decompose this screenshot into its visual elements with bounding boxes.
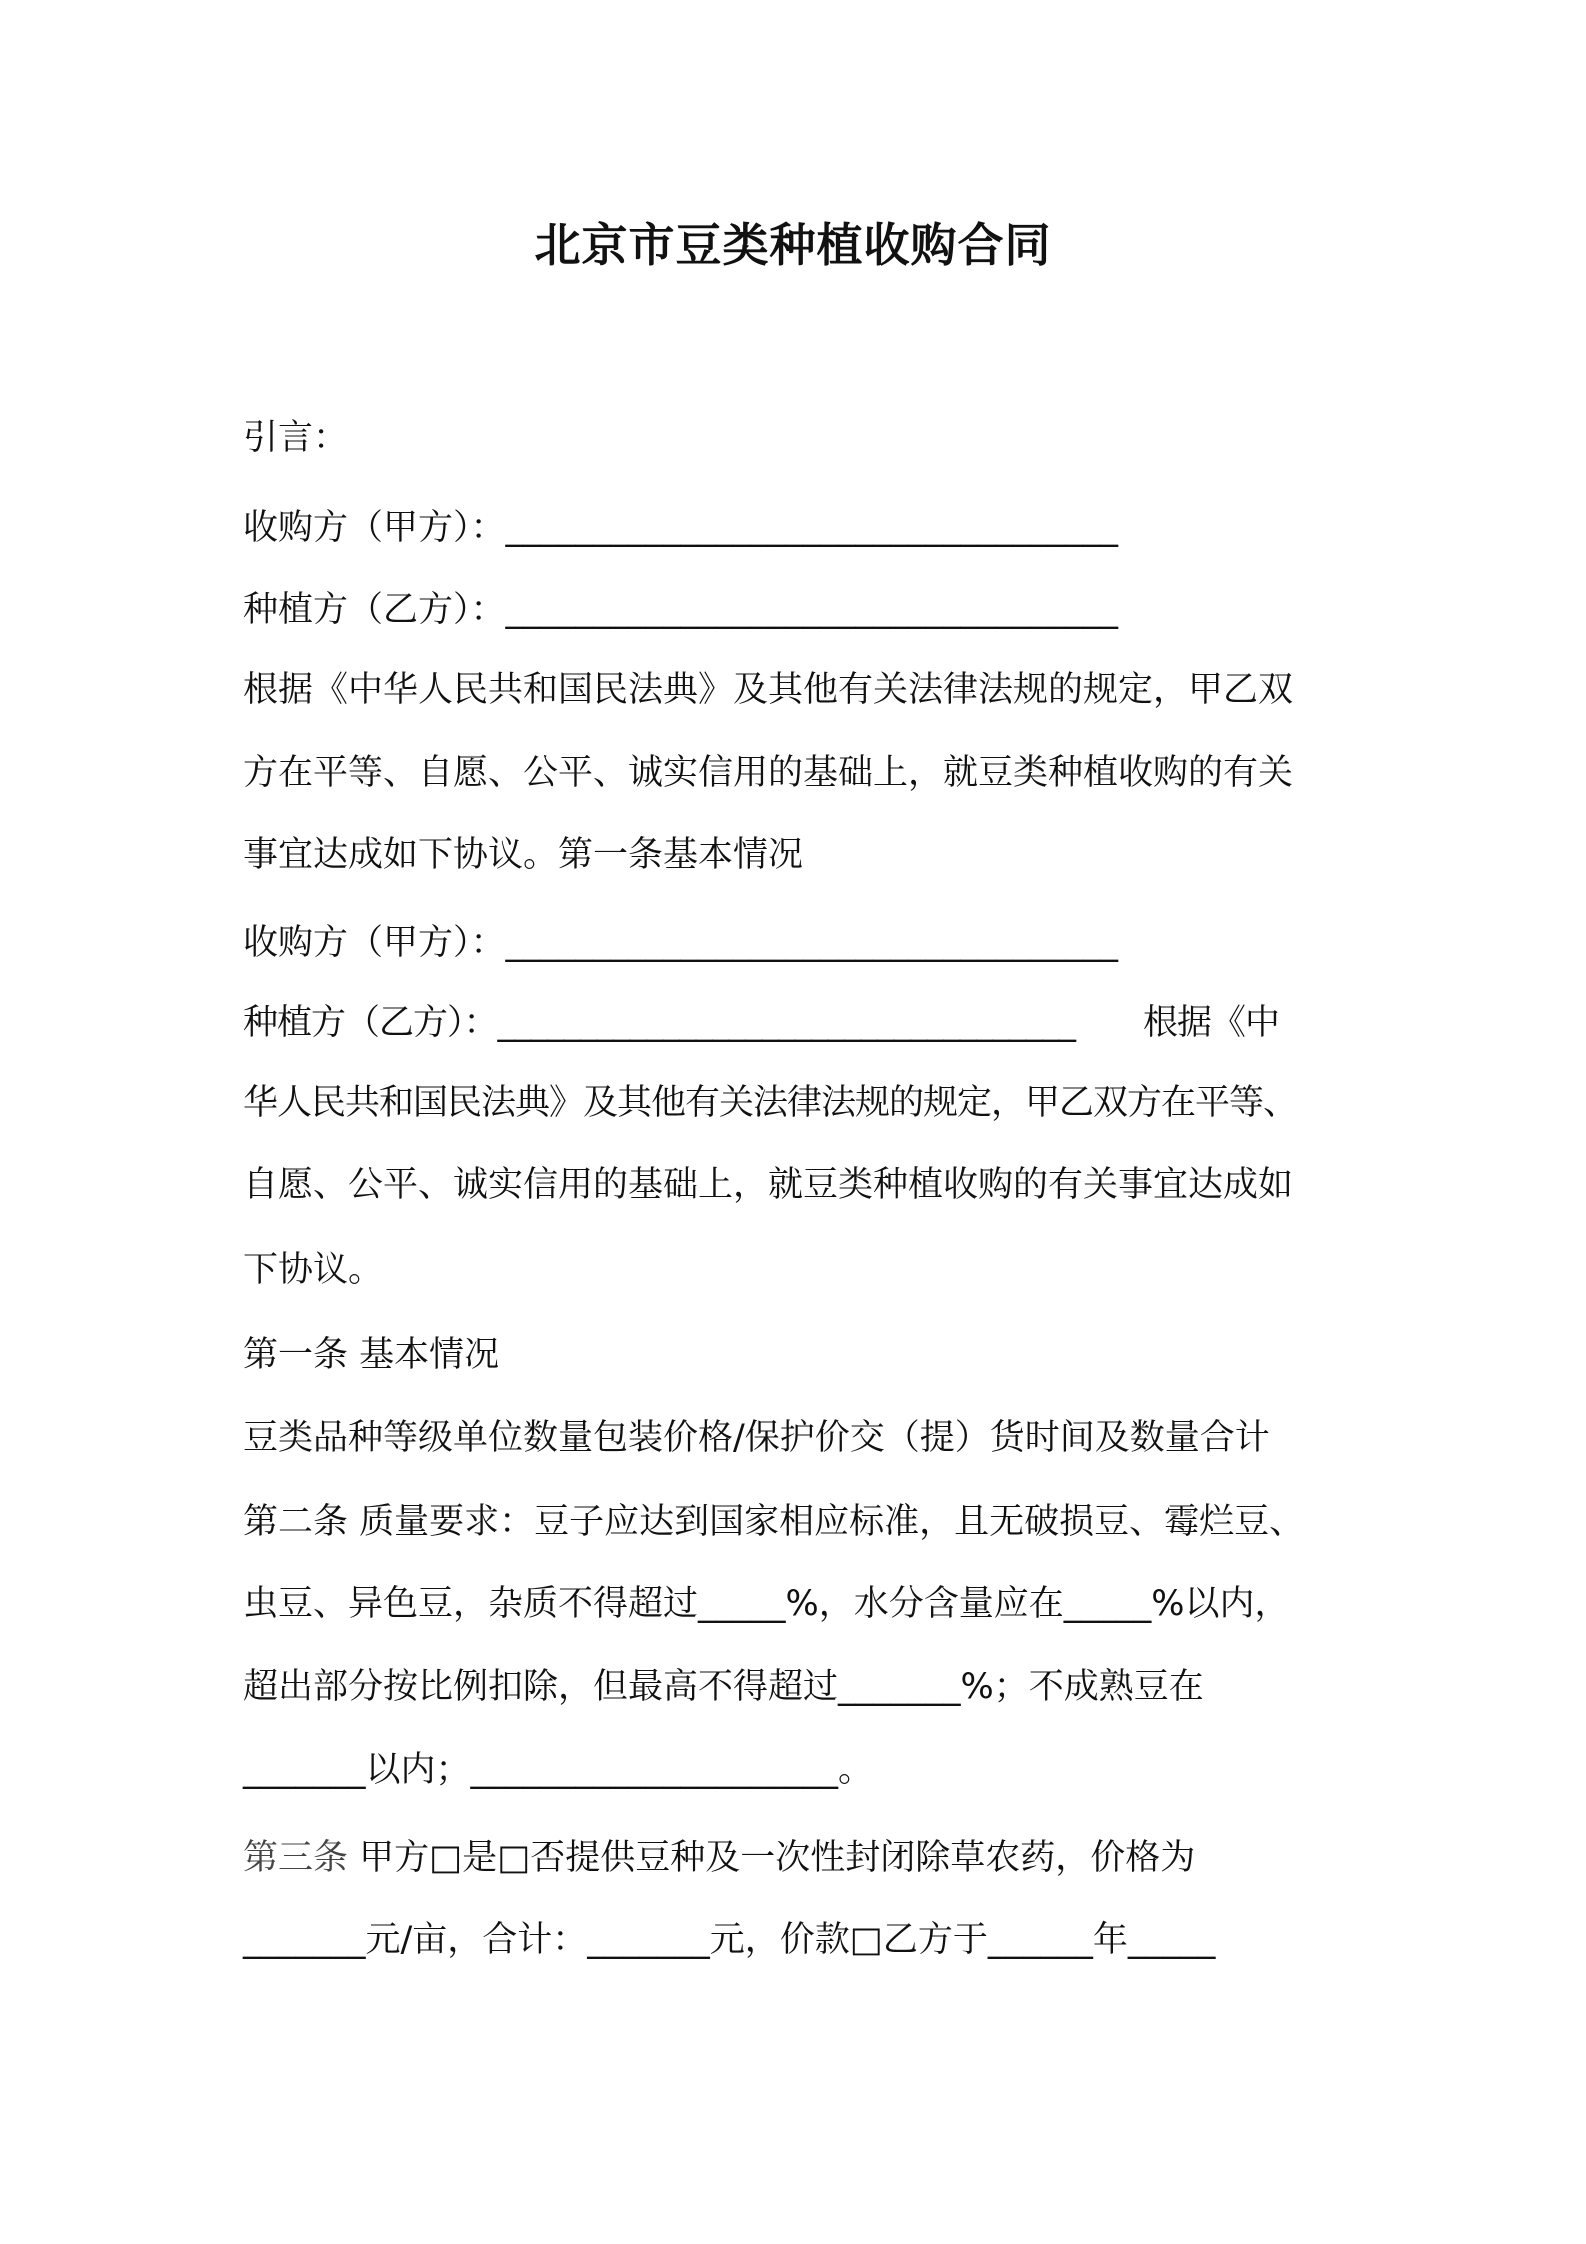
article-three-text: 甲方□是□否提供豆种及一次性封闭除草农药，价格为: [359, 1838, 1196, 1878]
body-text-line-3: 下协议。: [243, 1250, 384, 1290]
preamble-text-line-2: 方在平等、自愿、公平、诚实信用的基础上，就豆类种植收购的有关: [243, 753, 1294, 793]
preamble-text-line-1: 根据《中华人民共和国民法典》及其他有关法律法规的规定，甲乙双: [243, 670, 1294, 710]
document-title: 北京市豆类种植收购合同: [534, 218, 1052, 272]
article-two-line-3: 超出部分按比例扣除，但最高不得超过_______%；不成熟豆在: [243, 1667, 1204, 1707]
article-two-line-1: 第二条 质量要求：豆子应达到国家相应标准，且无破损豆、霉烂豆、: [243, 1502, 1305, 1542]
grower-party-line: 种植方（乙方）：___________________________________: [243, 590, 1119, 630]
preamble-label: 引言：: [243, 418, 349, 458]
preamble-text-line-3: 事宜达成如下协议。第一条基本情况: [243, 835, 804, 875]
article-one-heading: 第一条 基本情况: [243, 1335, 500, 1375]
article-three-line-2: _______元/亩，合计：_______元，价款□乙方于______年_____: [243, 1920, 1216, 1960]
article-two-line-4: _______以内；_____________________。: [243, 1750, 874, 1790]
buyer-party-line: 收购方（甲方）：___________________________________: [243, 508, 1119, 548]
buyer-party-line-repeat: 收购方（甲方）：___________________________________: [243, 923, 1119, 963]
grower-party-line-repeat: 种植方（乙方）：___________________________________ 根据《中: [243, 1003, 1280, 1043]
article-three-number: 第三条: [243, 1838, 349, 1878]
body-text-line-1: 华人民共和国民法典》及其他有关法律法规的规定，甲乙双方在平等、: [243, 1083, 1298, 1123]
body-text-line-2: 自愿、公平、诚实信用的基础上，就豆类种植收购的有关事宜达成如: [243, 1165, 1294, 1205]
article-three-line-1: [243, 1833, 1195, 1883]
article-two-line-2: 虫豆、异色豆，杂质不得超过_____%，水分含量应在_____%以内，: [243, 1584, 1290, 1624]
article-one-items: 豆类品种等级单位数量包装价格/保护价交（提）货时间及数量合计: [243, 1418, 1270, 1458]
